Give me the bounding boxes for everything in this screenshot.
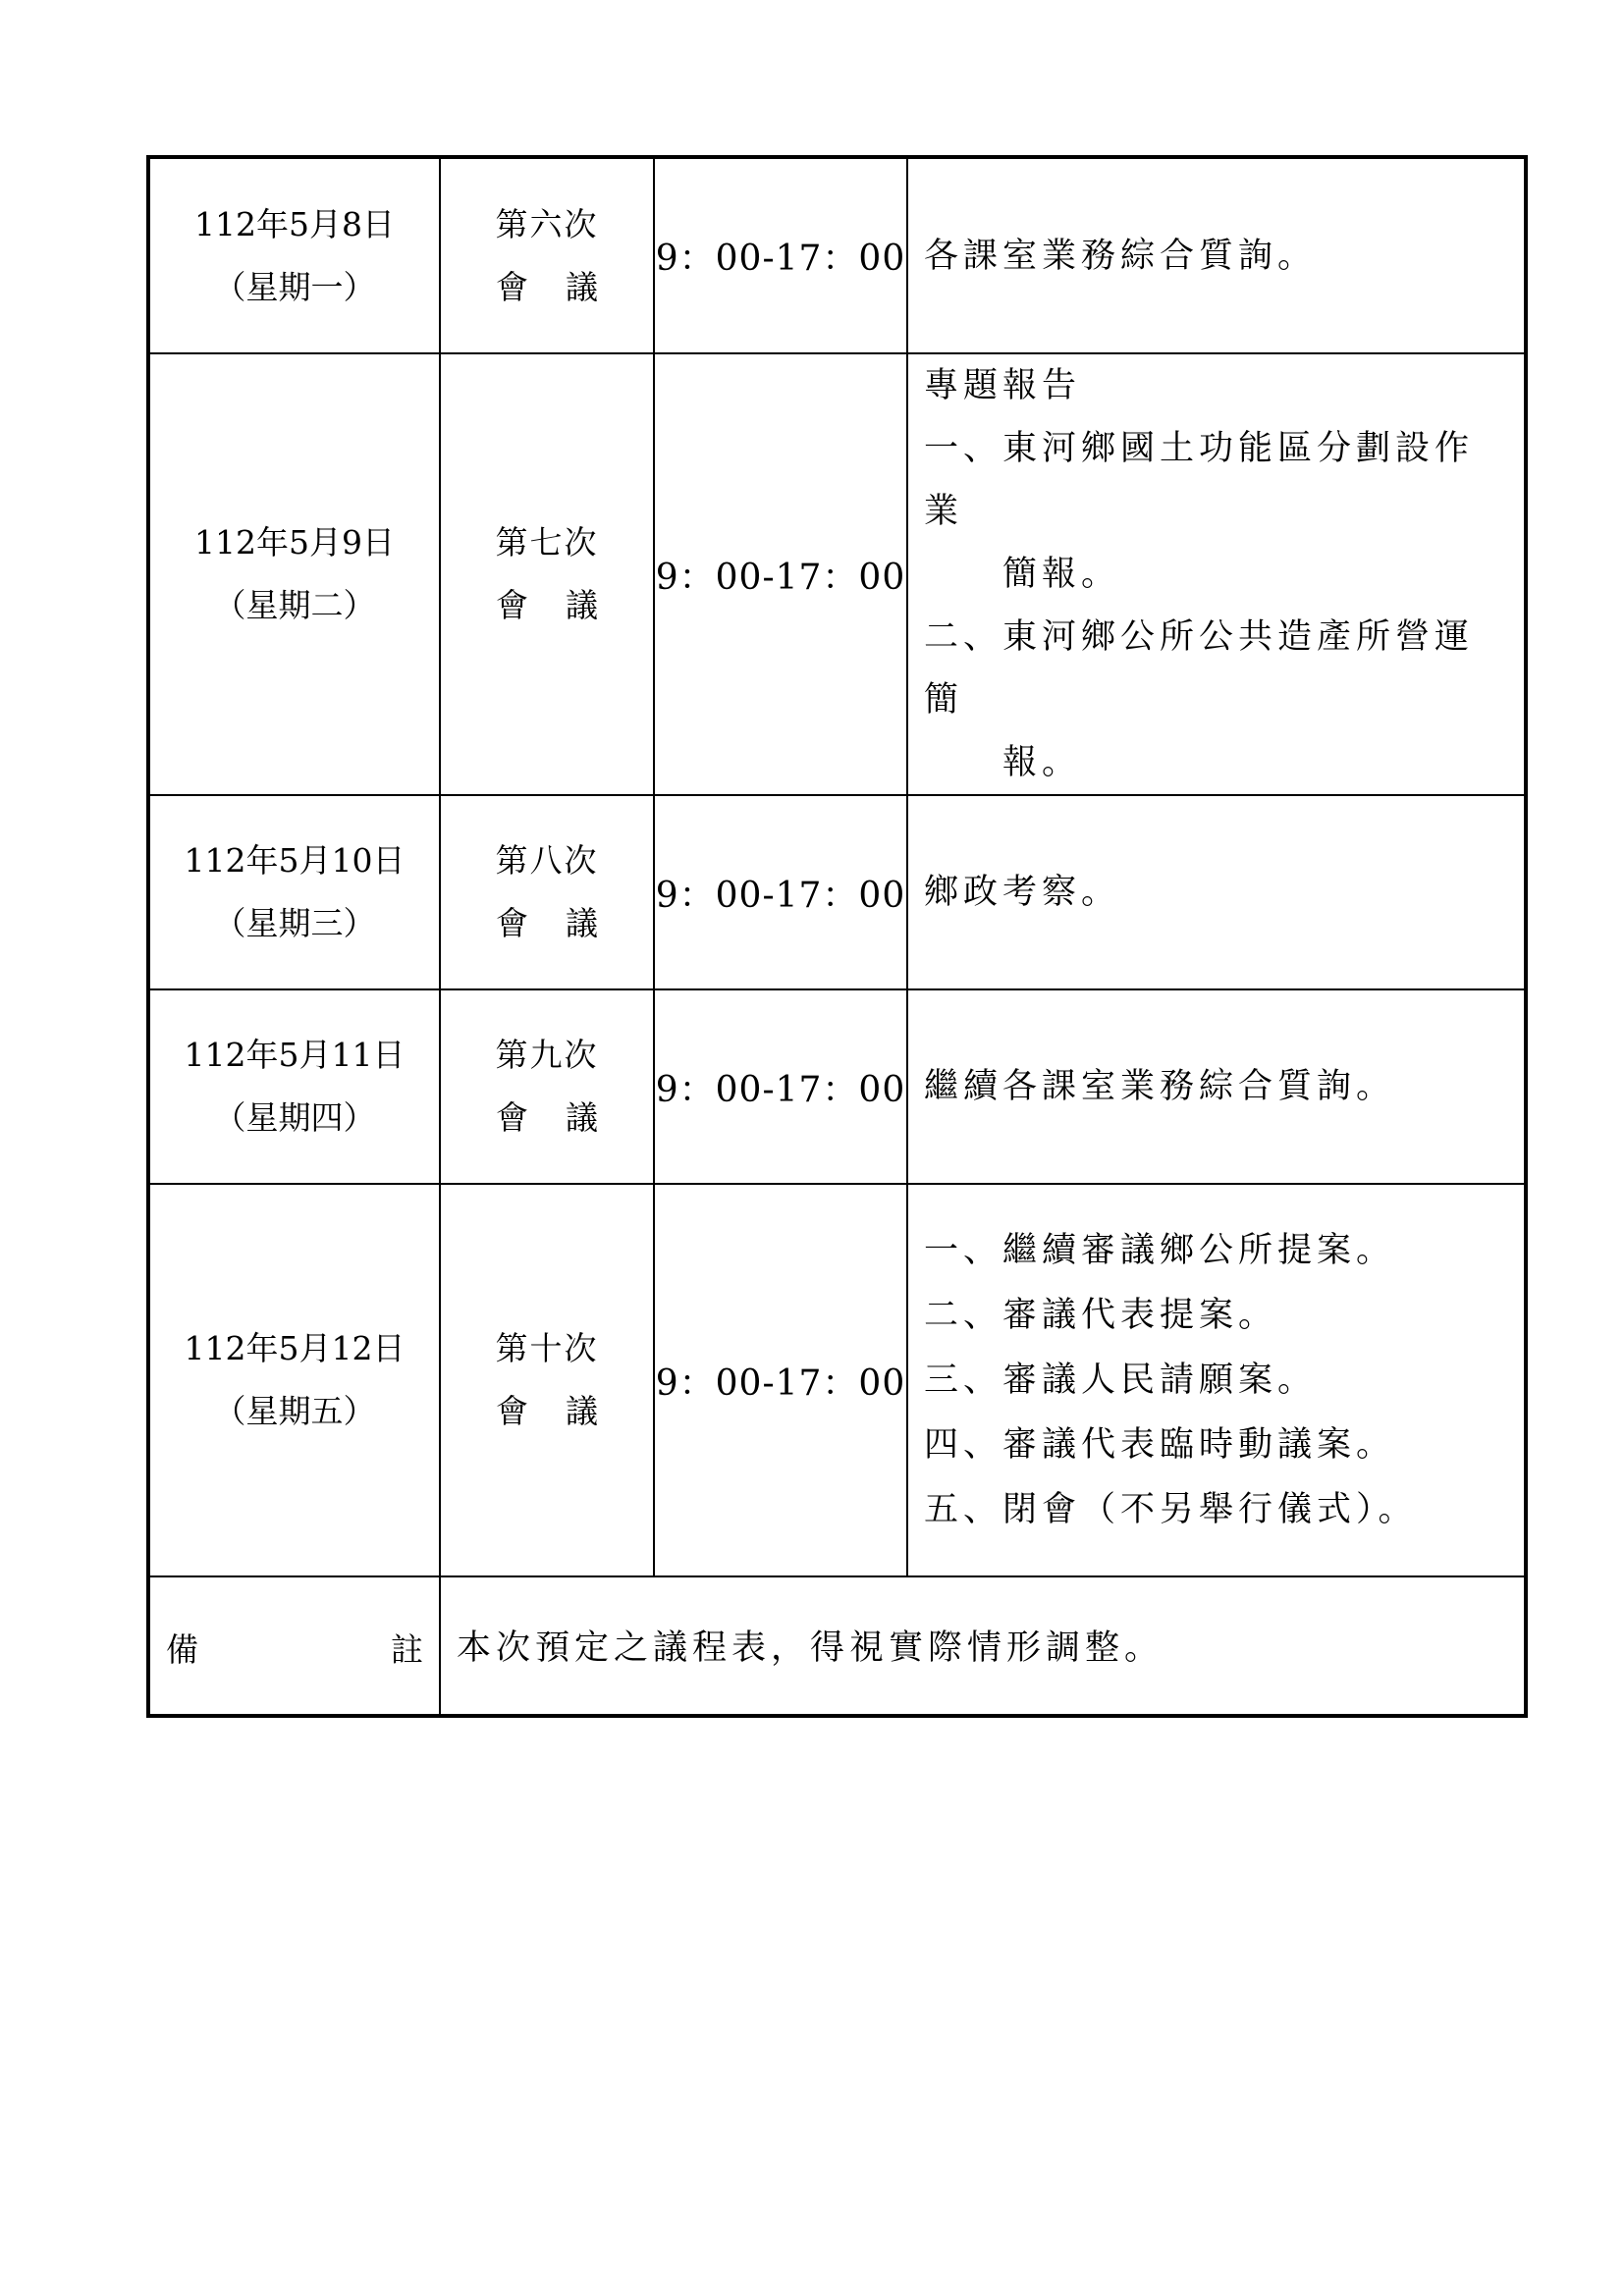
note-label-right: 註 — [391, 1630, 423, 1669]
agenda-cell — [907, 353, 1526, 795]
session-label: 會議 — [496, 586, 635, 624]
date-text: 112年5月9日 — [194, 523, 395, 561]
time-cell: 9：00-17：00 — [654, 157, 907, 353]
session-cell — [440, 157, 654, 353]
date-text: 112年5月11日 — [184, 1036, 406, 1074]
weekday-text: （星期一） — [213, 267, 376, 306]
session-label: 會議 — [496, 1392, 635, 1430]
date-cell — [148, 795, 440, 989]
date-text: 112年5月12日 — [184, 1329, 406, 1367]
time-cell: 9：00-17：00 — [654, 353, 907, 795]
note-label-left: 備 — [166, 1630, 198, 1669]
agenda-item-continuation: 簡報。 — [1002, 555, 1121, 594]
session-cell — [440, 795, 654, 989]
weekday-text: （星期四） — [213, 1098, 376, 1137]
agenda-heading: 專題報告 — [924, 366, 1082, 405]
date-cell — [148, 353, 440, 795]
agenda-item: 五、閉會（不另舉行儀式）。 — [924, 1490, 1418, 1529]
agenda-item: 一、繼續審議鄉公所提案。 — [924, 1231, 1396, 1270]
agenda-cell — [907, 989, 1526, 1184]
agenda-item: 四、審議代表臨時動議案。 — [924, 1425, 1396, 1465]
session-number: 第六次 — [495, 204, 599, 243]
session-number: 第七次 — [495, 523, 599, 561]
date-cell — [148, 989, 440, 1184]
table-row — [148, 353, 1526, 795]
note-row — [148, 1576, 1526, 1716]
agenda-cell — [907, 157, 1526, 353]
agenda-item: 二、東河鄉公所公共造產所營運簡 — [924, 617, 1475, 720]
session-label: 會議 — [496, 904, 635, 942]
session-label: 會議 — [496, 267, 635, 306]
agenda-item: 一、東河鄉國土功能區分劃設作業 — [924, 429, 1475, 531]
agenda-item: 二、審議代表提案。 — [924, 1296, 1278, 1335]
weekday-text: （星期五） — [213, 1392, 376, 1430]
agenda-cell — [907, 1184, 1526, 1576]
time-cell: 9：00-17：00 — [654, 989, 907, 1184]
agenda-item: 三、審議人民請願案。 — [924, 1361, 1318, 1400]
agenda-cell — [907, 795, 1526, 989]
date-text: 112年5月8日 — [194, 204, 395, 243]
weekday-text: （星期三） — [213, 904, 376, 942]
agenda-item: 繼續各課室業務綜合質詢。 — [924, 1067, 1396, 1106]
date-text: 112年5月10日 — [184, 841, 406, 880]
session-number: 第九次 — [495, 1036, 599, 1074]
weekday-text: （星期二） — [213, 586, 376, 624]
date-cell — [148, 157, 440, 353]
table-row — [148, 157, 1526, 353]
session-cell — [440, 1184, 654, 1576]
time-cell: 9：00-17：00 — [654, 795, 907, 989]
table-row — [148, 795, 1526, 989]
session-label: 會議 — [496, 1098, 635, 1137]
agenda-item: 鄉政考察。 — [924, 873, 1121, 912]
date-cell — [148, 1184, 440, 1576]
session-number: 第八次 — [495, 841, 599, 880]
note-label-cell — [148, 1576, 440, 1716]
table-row — [148, 989, 1526, 1184]
session-cell — [440, 989, 654, 1184]
session-number: 第十次 — [495, 1329, 599, 1367]
note-text: 本次預定之議程表，得視實際情形調整。 — [440, 1576, 1526, 1716]
agenda-item-continuation: 報。 — [1002, 743, 1082, 782]
time-cell: 9：00-17：00 — [654, 1184, 907, 1576]
agenda-table — [146, 155, 1528, 1718]
table-row — [148, 1184, 1526, 1576]
agenda-item: 各課室業務綜合質詢。 — [924, 236, 1318, 276]
session-cell — [440, 353, 654, 795]
